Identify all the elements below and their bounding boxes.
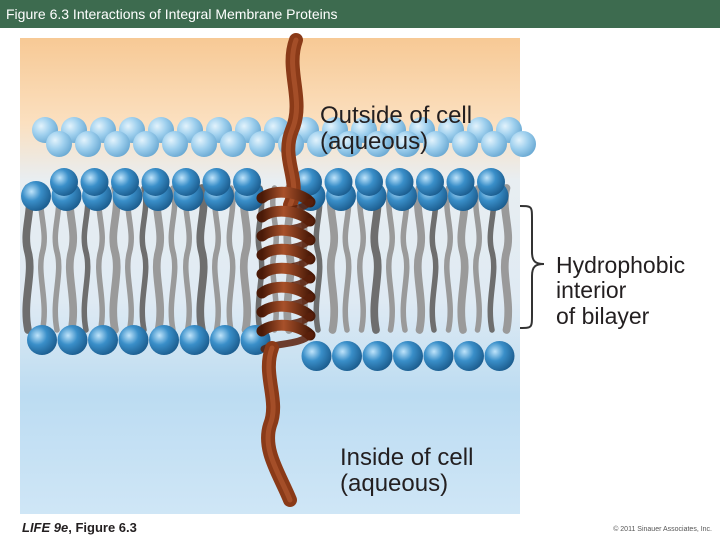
lipid-head-upper	[203, 168, 231, 196]
lipid-head-upper	[355, 168, 383, 196]
outside-cell-label	[320, 103, 472, 156]
lipid-head-lower	[302, 341, 332, 371]
lipid-head-back	[75, 131, 101, 157]
copyright-credit: © 2011 Sinauer Associates, Inc.	[613, 526, 712, 533]
figure-caption	[22, 520, 137, 535]
lipid-head-upper	[386, 168, 414, 196]
lipid-head-upper	[172, 168, 200, 196]
hydro-label-line2: interior	[556, 277, 627, 304]
lipid-head-back	[481, 131, 507, 157]
lipid-tail	[113, 188, 116, 330]
lipid-head-upper	[477, 168, 505, 196]
hydro-label-line1: Hydrophobic	[556, 252, 686, 278]
lipid-tail	[331, 188, 334, 330]
lipid-head-upper	[21, 181, 51, 211]
hydrophobic-interior-label	[556, 253, 685, 329]
figure-number: , Figure 6.3	[68, 520, 137, 535]
lipid-head-upper	[81, 168, 109, 196]
inside-label-line2: (aqueous)	[340, 470, 449, 498]
lipid-head-lower	[210, 325, 240, 355]
lipid-head-upper	[325, 168, 353, 196]
lipid-head-back	[46, 131, 72, 157]
lipid-head-back	[104, 131, 130, 157]
lipid-head-lower	[454, 341, 484, 371]
lipid-head-lower	[180, 325, 210, 355]
hydrophobic-bracket	[520, 206, 544, 328]
lipid-head-lower	[119, 325, 149, 355]
outside-label-line1: Outside of cell	[320, 102, 473, 129]
lipid-head-back	[249, 131, 275, 157]
lipid-head-back	[191, 131, 217, 157]
lipid-head-upper	[50, 168, 78, 196]
book-title: LIFE 9e	[22, 520, 69, 535]
lipid-head-upper	[447, 168, 475, 196]
lipid-head-upper	[142, 168, 170, 196]
membrane-diagram	[0, 30, 720, 520]
figure-title: Figure 6.3 Interactions of Integral Membrane Proteins	[0, 0, 720, 28]
lipid-head-back	[510, 131, 536, 157]
lipid-head-lower	[485, 341, 515, 371]
hydro-label-line3: of bilayer	[556, 302, 650, 329]
lipid-head-lower	[424, 341, 454, 371]
lipid-head-lower	[27, 325, 57, 355]
lipid-head-upper	[233, 168, 261, 196]
lipid-head-lower	[393, 341, 423, 371]
inside-cell-label	[340, 445, 473, 498]
lipid-head-back	[162, 131, 188, 157]
lipid-head-upper	[416, 168, 444, 196]
lipid-tail	[505, 188, 508, 330]
lipid-head-lower	[58, 325, 88, 355]
lipid-tail	[200, 188, 203, 330]
lipid-head-lower	[332, 341, 362, 371]
lipid-head-back	[220, 131, 246, 157]
lipid-head-lower	[363, 341, 393, 371]
lipid-head-upper	[111, 168, 139, 196]
lipid-head-back	[133, 131, 159, 157]
outside-label-line2: (aqueous)	[320, 128, 429, 156]
lipid-head-lower	[149, 325, 179, 355]
inside-label-line1: Inside of cell	[340, 444, 474, 471]
lipid-tail	[418, 188, 421, 330]
lipid-head-lower	[88, 325, 118, 355]
